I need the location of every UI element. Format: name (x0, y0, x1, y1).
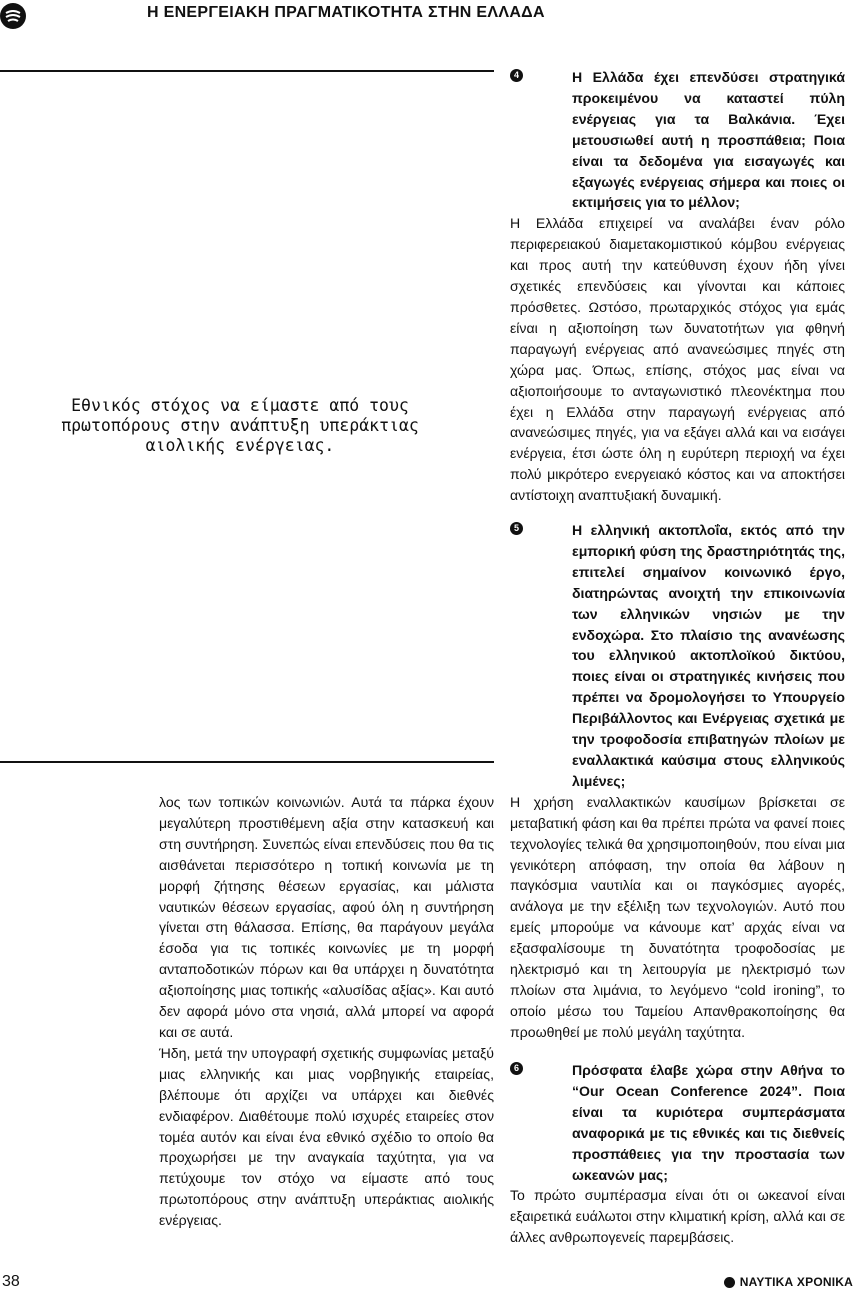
left-paragraph-1: λος των τοπικών κοινωνιών. Αυτά τα πάρκα έχουν μεγαλύτερη προστιθέμενη αξία στην κατασκευή και στη συντήρηση. Συνεπώς είναι επενδύσεις που θα τις αισθάνεται περισσότερο η τοπική κοινωνία με τη μορφή ζήτησης θέσεων εργασίας, και μάλιστα ναυτικών θέσεων εργασίας, αφού όλη η συντήρηση γίνεται στη θάλασσα. Επίσης, θα παράγουν μεγάλα έσοδα για τις τοπικές κοινωνίες με τη μορφή ανταποδοτικών πόρων και θα υπάρχει η δυνατότητα αξιοποίησης μιας τοπικής «αλυσίδας αξίας». Και αυτό δεν αφορά μόνο στα νησιά, αλλά μπορεί να αφορά και σε αυτά. (159, 794, 494, 1040)
answer-text: Το πρώτο συμπέρασμα είναι ότι οι ωκεανοί είναι εξαιρετικά ευάλωτοι στην κλιματική κρίση, αλλά και σε άλλες ανθρωπογενείς παρεμβάσεις. (510, 1187, 845, 1246)
question-text: Η ελληνική ακτοπλοΐα, εκτός από την εμπορική φύση της δραστηριότητάς της, επιτελεί σημαίνον κοινωνικό έργο, διατηρώντας ανοιχτή την επικοινωνία των ελληνικών νησιών με την ενδοχώρα. Στο πλαίσιο της ανανέωσης του ελληνικού ακτοπλοϊκού δικτύου, ποιες είναι οι στρατηγικές κινήσεις που πρέπει να δρομολογήσει το Υπουργείο Περιβάλλοντος και Ενέργειας σχετικά με την τροφοδοσία επιβατηγών πλοίων με εναλλακτικά καύσιμα στους ελληνικούς λιμένες; (572, 522, 845, 789)
answer-text: Η χρήση εναλλακτικών καυσίμων βρίσκεται σε μεταβατική φάση και θα πρέπει πρώτα να φανεί ποιες τεχνολογίες τελικά θα χρησιμοποιηθούν, που είναι μια γενικότερη απόφαση, την οποία θα λάβουν η παγκόσμια ναυτιλία και οι παγκόσμιες αγορές, ανάλογα με την εξέλιξη των τεχνολογιών. Αυτό που εμείς μπορούμε να κάνουμε κατ’ αρχάς είναι να εξασφαλίσουμε τη δυνατότητα τροφοδοσίας με ηλεκτρισμό και τη λειτουργία με ηλεκτρισμό των πλοίων στα λιμάνια, το λεγόμενο “cold ironing”, το οποίο μέσω του Ταμείου Απανθρακοποίησης θα προωθηθεί με πολύ μεγάλη ταχύτητα. (510, 793, 845, 1040)
qa-block-5 (510, 520, 845, 1043)
publication-brand (724, 1275, 853, 1289)
page-number: 38 (2, 1273, 20, 1290)
pull-quote: Εθνικός στόχος να είμαστε από τους πρωτοπόρους στην ανάπτυξη υπεράκτιας αιολικής ενέργειας. (61, 396, 419, 455)
question-number-badge: 6 (510, 1062, 523, 1075)
question-text: Η Ελλάδα έχει επενδύσει στρατηγικά προκειμένου να καταστεί πύλη ενέργειας για τα Βαλκάνια. Έχει μετουσιωθεί αυτή η προσπάθεια; Ποια είναι τα δεδομένα για εισαγωγές και εξαγωγές ενέργειας σήμερα και ποιες οι εκτιμήσεις για το μέλλον; (572, 69, 845, 211)
question-number-badge: 4 (510, 69, 523, 82)
brand-name: ΝΑΥΤΙΚΑ ΧΡΟΝΙΚΑ (739, 1275, 853, 1289)
answer-text: Η Ελλάδα επιχειρεί να αναλάβει έναν ρόλο περιφερειακού διαμετακομιστικού κόμβου ενέργειας και προς αυτή την κατεύθυνση έχουν ήδη γίνει σχετικές επενδύσεις και γίνονται και κάποιες πρόσθετες. Ωστόσο, πρωταρχικός στόχος για εμάς είναι η αξιοποίηση των δυνατοτήτων για φθηνή παραγωγή ενέργειας από ανανεώσιμες πηγές στη χώρα μας. Όπως, επίσης, στόχος μας είναι να αξιοποιήσουμε το ανταγωνιστικό πλεονέκτημα που έχει η Ελλάδα στην παραγωγή ενέργειας από ανανεώσιμες πηγές, για να εξάγει αλλά και να εισάγει ενέργεια, έτσι ώστε όλη η ευρύτερη περιοχή να έχει πολύ μικρότερο ενεργειακό κόστος και να αποκτήσει αντίστοιχη αναπτυξιακή δυναμική. (510, 215, 845, 504)
qa-block-6 (510, 1060, 845, 1248)
left-paragraph-2: Ήδη, μετά την υπογραφή σχετικής συμφωνίας μεταξύ μιας ελληνικής και μιας νορβηγικής εταιρείας, βλέπουμε ότι αρχίζει να υπάρχει και διεθνές ενδιαφέρον. Διαθέτουμε πολύ ισχυρές εταιρείες στον τομέα αυτόν και είναι ένα εθνικό σχέδιο το οποίο θα προχωρήσει με την αναγκαία ταχύτητα, για να πετύχουμε τον στόχο να είμαστε από τους πρωτοπόρους στην ανάπτυξη υπεράκτιας αιολικής ενέργειας. (159, 1044, 494, 1229)
qa-block-4 (510, 67, 845, 506)
left-column-text (159, 792, 494, 1231)
section-title: Η ΕΝΕΡΓΕΙΑΚΗ ΠΡΑΓΜΑΤΙΚΟΤΗΤΑ ΣΤΗΝ ΕΛΛΑΔΑ (147, 4, 545, 21)
magazine-logo-icon (0, 3, 26, 29)
question-number-badge: 5 (510, 522, 523, 535)
question-text: Πρόσφατα έλαβε χώρα στην Αθήνα το “Our Ocean Conference 2024”. Ποια είναι τα κυριότερα συμπεράσματα αναφορικά με τις εθνικές και τις διεθνείς προσπάθειες για την προστασία των ωκεανών μας; (572, 1062, 845, 1183)
brand-logo-icon (724, 1277, 735, 1288)
top-left-divider (0, 70, 494, 72)
lower-left-divider (0, 761, 494, 763)
